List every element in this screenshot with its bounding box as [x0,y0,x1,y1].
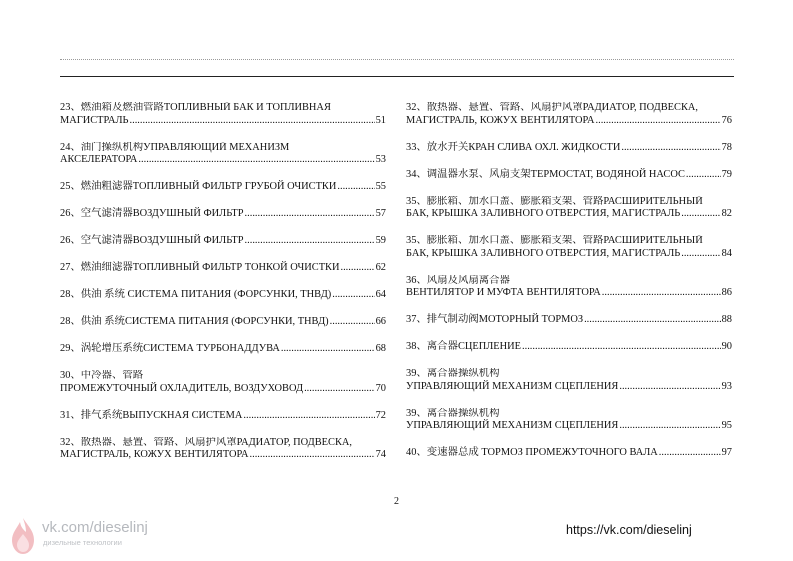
toc-page-number: 72 [375,409,386,421]
dot-leader [130,115,375,128]
dot-leader [245,208,375,221]
toc-page-number: 82 [721,208,732,219]
dot-leader [243,410,374,423]
toc-entry [406,196,732,221]
toc-column-left [60,102,386,476]
toc-entry [60,208,386,221]
header-dotted-rule [60,59,734,60]
toc-entry-leader-line [60,115,386,128]
toc-entry-leader-line [406,142,732,155]
toc-entry-leader-line [60,410,386,423]
toc-entry-title-tail: 31、排气系统ВЫПУСКНАЯ СИСТЕМА [60,409,243,421]
toc-page-number: 74 [375,449,386,460]
toc-entry-title-tail: 38、离合器СЦЕПЛЕНИЕ [406,341,521,352]
dot-leader [621,142,720,155]
toc-entry [406,408,732,433]
dot-leader [245,235,375,248]
toc-entry [60,316,386,329]
dot-leader [681,208,720,221]
dot-leader [337,181,374,194]
toc-entry-title-line: 39、离合器操纵机构 [406,407,500,419]
source-url: https://vk.com/dieselinj [566,523,692,537]
dot-leader [522,341,721,354]
toc-entry-title-tail: УПРАВЛЯЮЩИЙ МЕХАНИЗМ СЦЕПЛЕНИЯ [406,380,619,392]
toc-entry-title-line: 39、离合器操纵机构 [406,368,500,379]
toc-entry-leader-line [406,115,732,128]
toc-entry-title-line: 35、膨胀箱、加水口盖、膨胀箱支架、管路РАСШИРИТЕЛЬНЫЙ [406,235,703,246]
toc-entry-title-line: 30、中冷器、管路 [60,370,144,381]
toc-entry [60,181,386,194]
dot-leader [250,449,375,462]
dot-leader [584,314,721,327]
toc-entry-title-tail: 26、空气滤清器ВОЗДУШНЫЙ ФИЛЬТР [60,235,244,246]
toc-entry-title-tail: АКСЕЛЕРАТОРА [60,154,138,165]
toc-entry-title-line: 35、膨胀箱、加水口盖、膨胀箱支架、管路РАСШИРИТЕЛЬНЫЙ [406,195,703,207]
toc-entry-leader-line [60,343,386,356]
toc-entry [60,437,386,462]
watermark-site: vk.com/dieselinj [42,519,148,536]
dot-leader [340,262,374,275]
toc-entry-title-tail: МАГИСТРАЛЬ, КОЖУХ ВЕНТИЛЯТОРА [60,449,249,460]
toc-entry-leader-line [60,154,386,167]
flame-logo-icon [8,516,38,556]
toc-page-number: 68 [375,343,386,354]
toc-entry-leader-line [60,208,386,221]
toc-entry-leader-line [60,383,386,396]
toc-entry-leader-line [406,287,732,300]
toc-entry-title-tail: БАК, КРЫШКА ЗАЛИВНОГО ОТВЕРСТИЯ, МАГИСТРАЛЬ [406,247,681,259]
toc-entry [60,102,386,127]
toc-entry [406,314,732,327]
toc-entry-leader-line [406,248,732,261]
toc-page-number: 88 [721,314,732,325]
toc-entry-title-tail: 27、燃油细滤器ТОПЛИВНЫЙ ФИЛЬТР ТОНКОЙ ОЧИСТКИ [60,262,340,273]
toc-entry-title-line: 24、油门操纵机构УПРАВЛЯЮЩИЙ МЕХАНИЗМ [60,141,290,153]
toc-entry-leader-line [406,420,732,433]
toc-entry-leader-line [406,314,732,327]
toc-entry-leader-line [60,316,386,329]
toc-entry-title-line: 36、风扇及风扇离合器 [406,274,510,286]
toc-page-number: 97 [721,447,732,458]
toc-entry-title-tail: 33、放水开关КРАН СЛИВА ОХЛ. ЖИДКОСТИ [406,141,621,153]
toc-entry [60,235,386,248]
toc-entry-title-tail: 26、空气滤清器ВОЗДУШНЫЙ ФИЛЬТР [60,208,244,219]
toc-entry [406,368,732,393]
toc-column-right [406,102,732,474]
toc-entry [60,262,386,275]
toc-entry-leader-line [406,381,732,394]
toc-entry-title-tail: УПРАВЛЯЮЩИЙ МЕХАНИЗМ СЦЕПЛЕНИЯ [406,420,619,431]
toc-entry-title-tail: 28、供油 系统 СИСТЕМА ПИТАНИЯ (ФОРСУНКИ, ТНВД) [60,289,332,300]
toc-page-number: 53 [375,154,386,165]
toc-page-number: 70 [375,382,386,394]
toc-entry [406,169,732,182]
page-number: 2 [394,496,399,507]
watermark [8,516,198,556]
toc-entry-title-line: 32、散热器、悬置、管路、风扇护风罩РАДИАТОР, ПОДВЕСКА, [60,436,352,448]
dot-leader [681,248,720,261]
toc-page-number: 84 [721,247,732,259]
dot-leader [596,115,721,128]
toc-entry-title-tail: МАГИСТРАЛЬ, КОЖУХ ВЕНТИЛЯТОРА [406,114,595,126]
dot-leader [330,316,375,329]
toc-entry [60,370,386,395]
toc-entry [406,102,732,127]
toc-page-number: 62 [375,262,386,273]
toc-page-number: 64 [375,289,386,300]
toc-page-number: 90 [721,341,732,352]
dot-leader [332,289,374,302]
toc-entry-title-tail: 40、变速器总成 ТОРМОЗ ПРОМЕЖУТОЧНОГО ВАЛА [406,447,658,458]
toc-page-number: 57 [375,208,386,219]
toc-entry-leader-line [60,262,386,275]
toc-page-number: 95 [721,420,732,431]
dot-leader [602,287,721,300]
toc-entry-title-tail: БАК, КРЫШКА ЗАЛИВНОГО ОТВЕРСТИЯ, МАГИСТРАЛЬ [406,208,681,219]
toc-entry [60,343,386,356]
dot-leader [138,154,374,167]
toc-entry-title-tail: ПРОМЕЖУТОЧНЫЙ ОХЛАДИТЕЛЬ, ВОЗДУХОВОД [60,382,304,394]
toc-entry [60,142,386,167]
toc-entry [406,275,732,300]
toc-entry [60,410,386,423]
toc-page-number: 86 [721,287,732,298]
dot-leader [619,420,720,433]
toc-page-number: 55 [375,181,386,192]
dot-leader [686,169,721,182]
watermark-tagline: дизельные технологии [43,538,122,547]
toc-entry-title-tail: МАГИСТРАЛЬ [60,114,129,126]
toc-entry-leader-line [60,289,386,302]
dot-leader [659,447,721,460]
dot-leader [304,383,375,396]
header-solid-rule [60,76,734,77]
toc-page-number: 79 [721,168,732,180]
toc-entry-title-tail: 34、调温器水泵、风扇支架ТЕРМОСТАТ, ВОДЯНОЙ НАСОС [406,168,685,180]
toc-entry-title-tail: 28、供油 系统СИСТЕМА ПИТАНИЯ (ФОРСУНКИ, ТНВД) [60,316,329,327]
toc-entry-title-tail: 37、排气制动阀МОТОРНЫЙ ТОРМОЗ [406,314,584,325]
toc-entry [60,289,386,302]
toc-entry-leader-line [60,449,386,462]
toc-page-number: 76 [721,114,732,126]
toc-entry-title-line: 23、燃油箱及燃油管路ТОПЛИВНЫЙ БАК И ТОПЛИВНАЯ [60,102,331,113]
toc-entry-title-tail: 29、涡轮增压系统СИСТЕМА ТУРБОНАДДУВА [60,343,280,354]
toc-page-number: 51 [375,114,386,126]
toc-entry-title-tail: 25、燃油粗滤器ТОПЛИВНЫЙ ФИЛЬТР ГРУБОЙ ОЧИСТКИ [60,181,337,192]
toc-entry-leader-line [406,208,732,221]
toc-page-number: 78 [721,141,732,153]
toc-entry-leader-line [406,447,732,460]
toc-entry [406,341,732,354]
toc-page-number: 66 [375,316,386,327]
toc-entry-leader-line [60,181,386,194]
toc-entry-leader-line [406,341,732,354]
toc-page-number: 59 [375,235,386,246]
dot-leader [619,381,720,394]
toc-entry-leader-line [406,169,732,182]
toc-entry [406,447,732,460]
dot-leader [281,343,375,356]
toc-entry [406,235,732,260]
toc-entry [406,142,732,155]
toc-entry-leader-line [60,235,386,248]
toc-page-number: 93 [721,380,732,392]
toc-entry-title-line: 32、散热器、悬置、管路、风扇护风罩РАДИАТОР, ПОДВЕСКА, [406,102,698,113]
toc-entry-title-tail: ВЕНТИЛЯТОР И МУФТА ВЕНТИЛЯТОРА [406,287,601,298]
